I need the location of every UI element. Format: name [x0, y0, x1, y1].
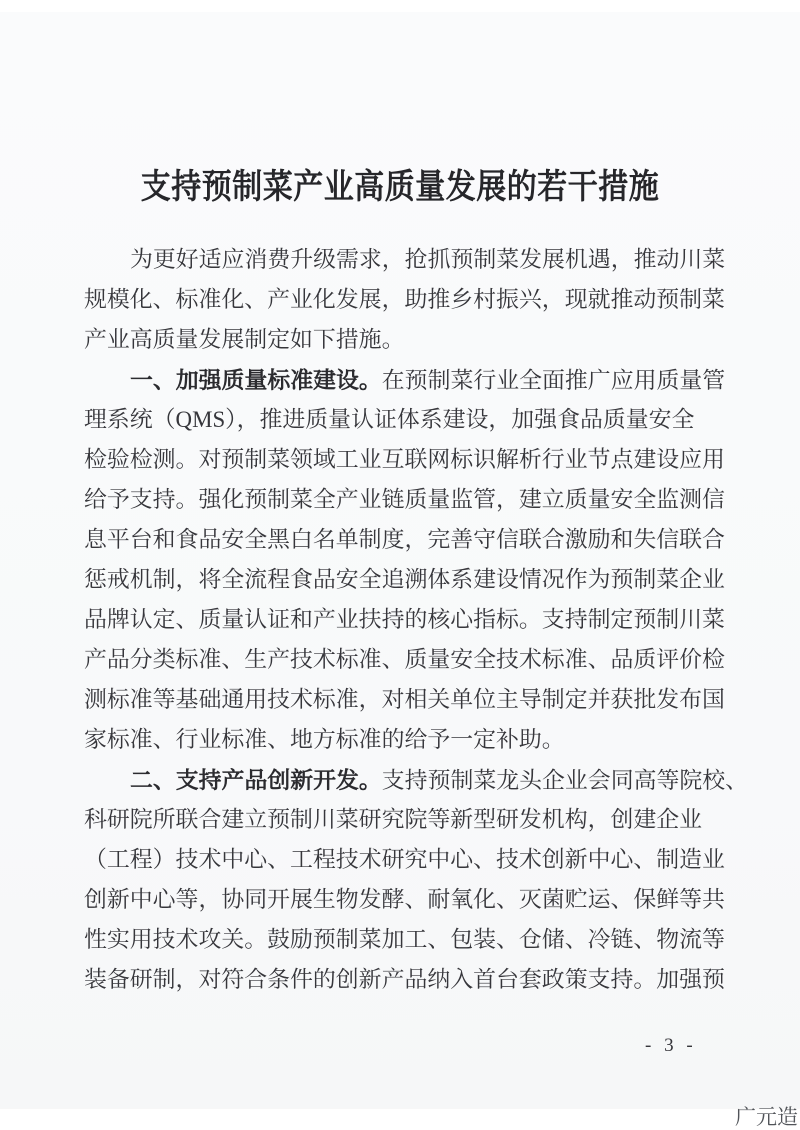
body-line: 创新中心等，协同开展生物发酵、耐氧化、灭菌贮运、保鲜等共: [84, 887, 725, 912]
body-line: 装备研制，对符合条件的创新产品纳入首台套政策支持。加强预: [84, 967, 725, 992]
body-line: 产业高质量发展制定如下措施。: [84, 327, 405, 352]
body-line: （工程）技术中心、工程技术研究中心、技术创新中心、制造业: [84, 847, 725, 872]
page-number: - 3 -: [645, 1035, 697, 1056]
section-heading: 二、支持产品创新开发。: [130, 767, 382, 793]
section-heading: 一、加强质量标准建设。: [130, 367, 382, 393]
body-line: 息平台和食品安全黑白名单制度，完善守信联合激励和失信联合: [84, 527, 725, 552]
body-line: 一、加强质量标准建设。在预制菜行业全面推广应用质量管: [130, 367, 726, 393]
body-line: 产品分类标准、生产技术标准、质量安全技术标准、品质评价检: [84, 647, 725, 672]
body-line: 性实用技术攻关。鼓励预制菜加工、包装、仓储、冷链、物流等: [84, 927, 725, 952]
print-mark-label: 广元造: [735, 1106, 798, 1129]
document-body: [84, 240, 749, 1000]
body-line: 惩戒机制，将全流程食品安全追溯体系建设情况作为预制菜企业: [84, 567, 725, 592]
body-line: 理系统（QMS），推进质量认证体系建设，加强食品质量安全: [84, 407, 695, 432]
body-line: 给予支持。强化预制菜全产业链质量监管，建立质量安全监测信: [84, 487, 725, 512]
body-line: 为更好适应消费升级需求，抢抓预制菜发展机遇，推动川菜: [130, 247, 726, 272]
body-line: 测标准等基础通用技术标准，对相关单位主导制定并获批发布国: [84, 687, 725, 712]
body-line: 品牌认定、质量认证和产业扶持的核心指标。支持制定预制川菜: [84, 607, 725, 632]
body-line: 二、支持产品创新开发。支持预制菜龙头企业会同高等院校、: [130, 767, 749, 793]
body-line: 检验检测。对预制菜领域工业互联网标识解析行业节点建设应用: [84, 447, 725, 472]
document-title: 支持预制菜产业高质量发展的若干措施: [140, 168, 660, 206]
body-line: 家标准、行业标准、地方标准的给予一定补助。: [84, 727, 565, 752]
document-page: [0, 12, 800, 1108]
body-line: 科研院所联合建立预制川菜研究院等新型研发机构，创建企业: [84, 807, 703, 832]
body-line: 规模化、标准化、产业化发展，助推乡村振兴，现就推动预制菜: [84, 287, 725, 312]
